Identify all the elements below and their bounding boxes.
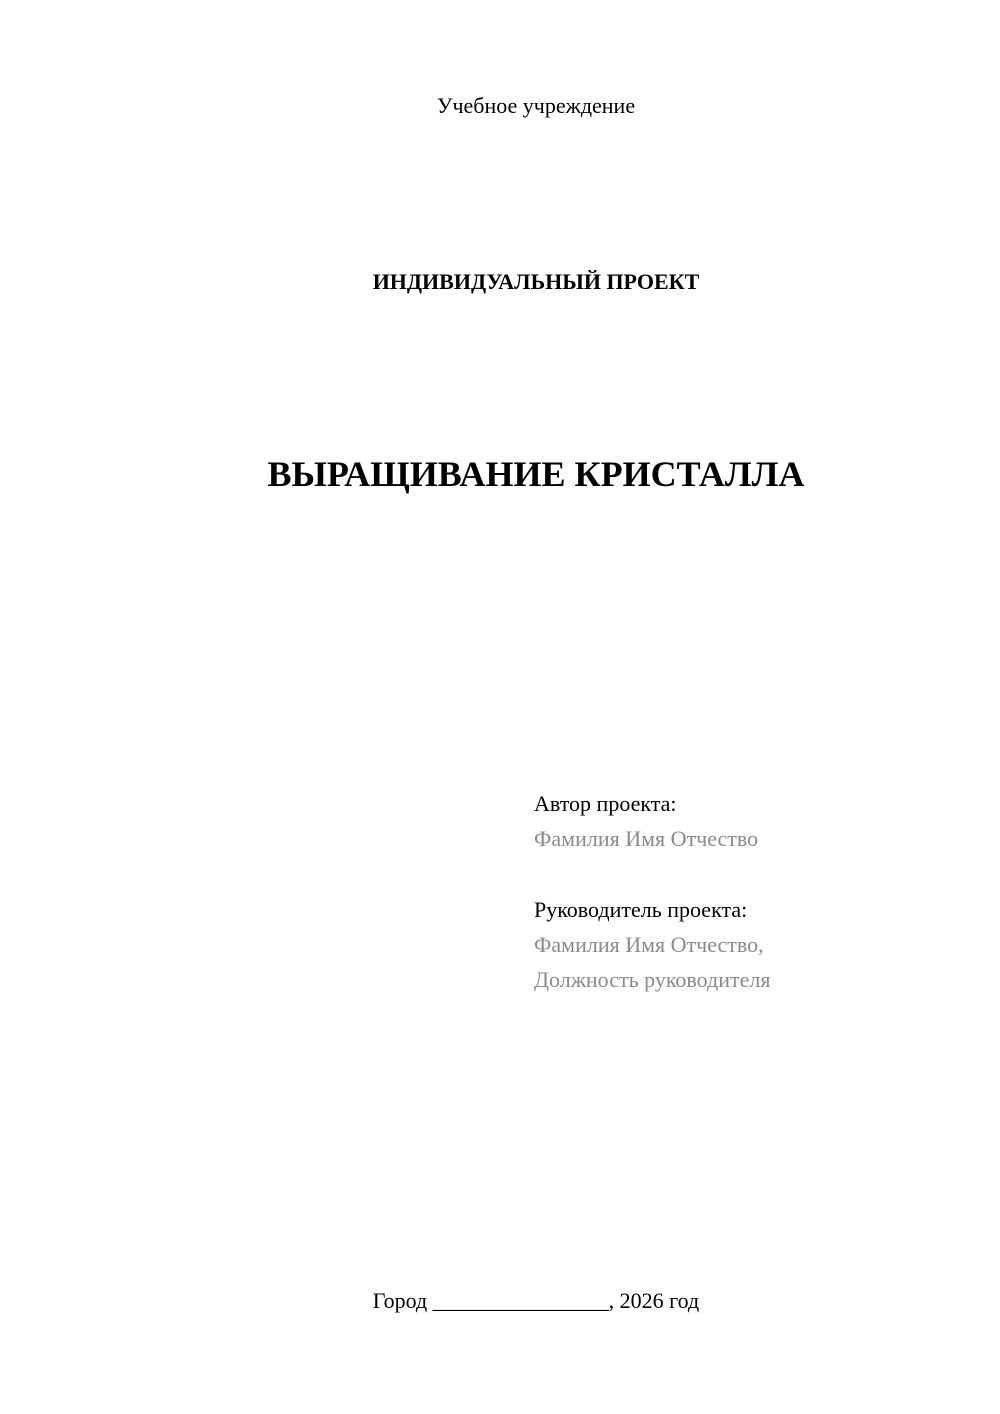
city-year-line: Город ________________, 2026 год	[372, 1288, 700, 1313]
project-type-heading: ИНДИВИДУАЛЬНЫЙ ПРОЕКТ	[372, 269, 700, 294]
author-block	[534, 786, 974, 856]
project-title: ВЫРАЩИВАНИЕ КРИСТАЛЛА	[267, 454, 805, 494]
supervisor-name-placeholder: Фамилия Имя Отчество,	[534, 932, 764, 957]
supervisor-label: Руководитель проекта:	[534, 897, 748, 922]
institution-name: Учебное учреждение	[436, 93, 636, 118]
supervisor-position-placeholder: Должность руководителя	[534, 967, 771, 992]
supervisor-block	[534, 892, 974, 997]
author-label: Автор проекта:	[534, 791, 677, 816]
author-name-placeholder: Фамилия Имя Отчество	[534, 826, 759, 851]
